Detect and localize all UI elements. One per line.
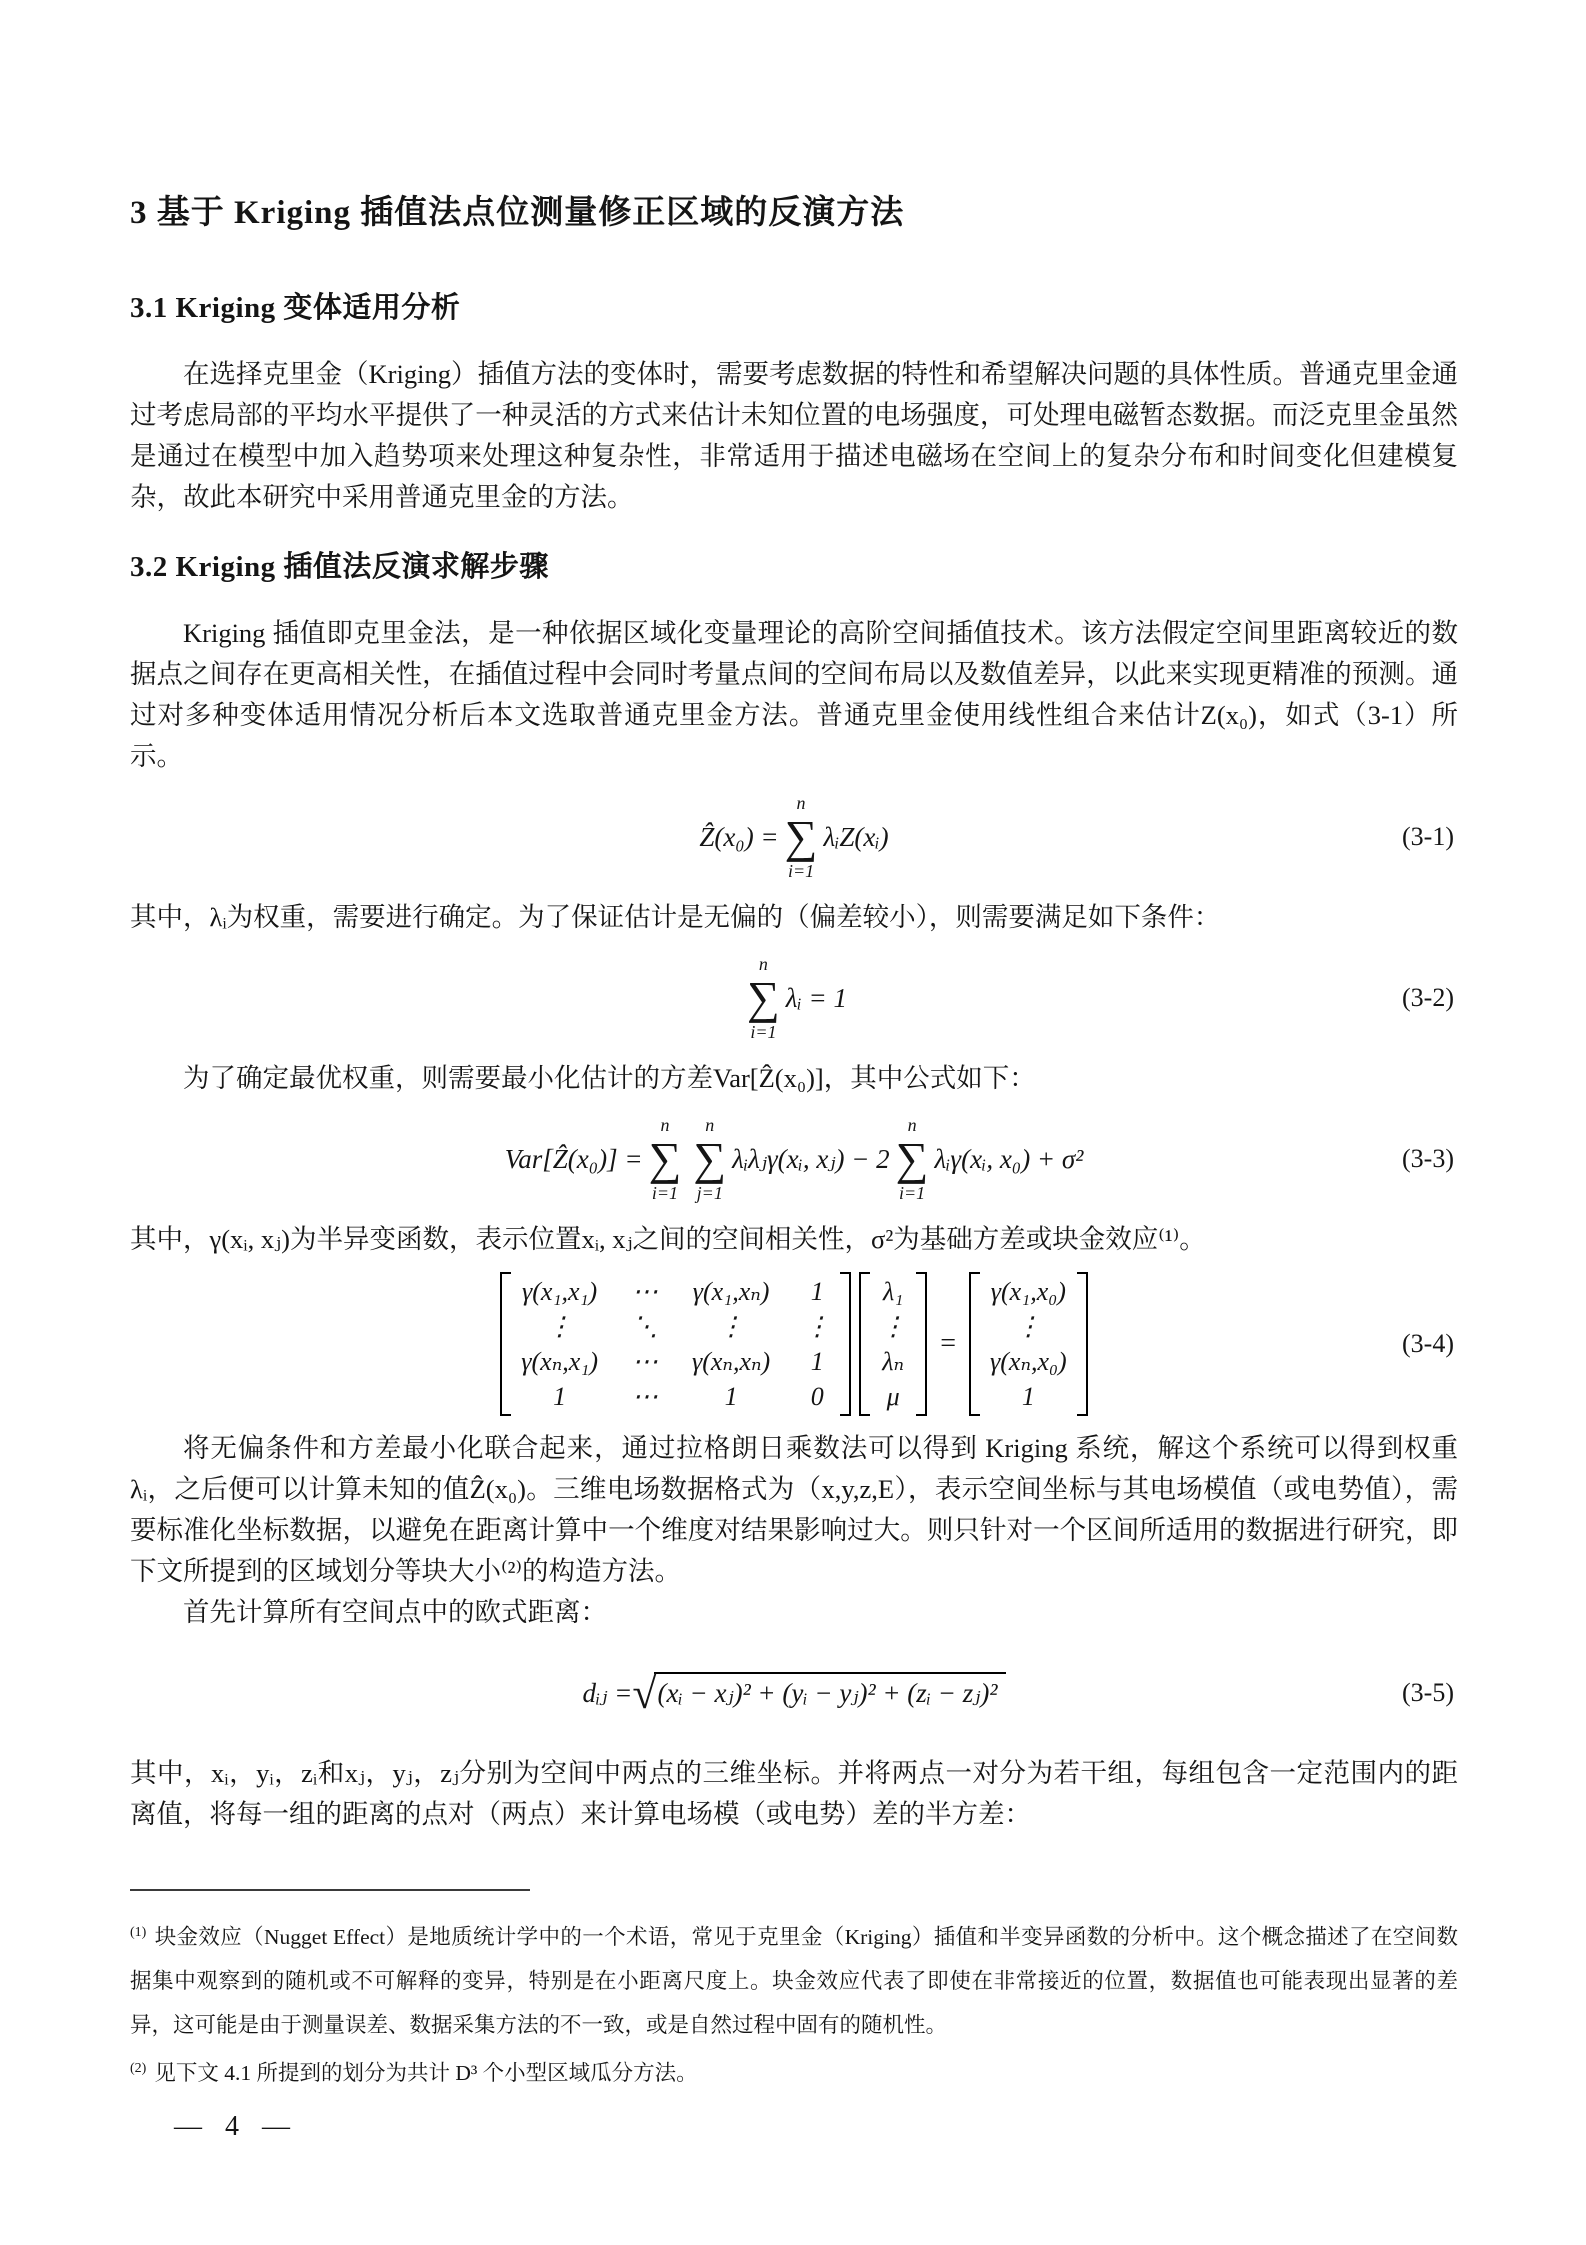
sum-lower-limit: i=1 [750, 1022, 777, 1042]
lambda-vector [859, 1272, 927, 1416]
footnote-separator [130, 1889, 530, 1891]
formula-label-3-2: (3-2) [1402, 983, 1454, 1012]
formula-3-4 [130, 1272, 1458, 1416]
footnote-1 [130, 1911, 1458, 2047]
sigma-icon: ∑ [648, 1133, 682, 1184]
formula-label-3-4: (3-4) [1402, 1329, 1454, 1358]
footnote-2-marker: (2) [130, 2061, 147, 2077]
document-title: 3 基于 Kriging 插值法点位测量修正区域的反演方法 [130, 195, 905, 231]
formula-3-5 [130, 1645, 1458, 1741]
sum-upper-limit: n [705, 1114, 715, 1135]
footnote-1-marker: (1) [130, 1925, 147, 1940]
sum-lower-limit: j=1 [696, 1183, 723, 1203]
matrix-cell: γ(x₁,xₙ) [692, 1277, 770, 1306]
sigma-icon: ∑ [784, 811, 818, 862]
vector-cell: ⋮ [880, 1312, 907, 1341]
formula-label-3-3: (3-3) [1402, 1144, 1454, 1173]
sum-upper-limit: n [758, 953, 768, 974]
paragraph-after-3-4: 将无偏条件和方差最小化联合起来，通过拉格朗日乘数法可以得到 Kriging 系统，解这个系统可以得到权重 λᵢ，之后便可以计算未知的值Ẑ(x₀)。三维电场数据格式为（x,y,z,E），表示空间坐标与其电场模值（或电势值），需要标准化坐标数据，以避免在距离计算中一个维度对结果影响过大。则只针对一个区间所适用的数据进行研究，即下文所提到的区域划分等块大小⁽²⁾的构造方法。 [130, 1433, 1458, 1586]
matrix-cell: ⋮ [546, 1312, 573, 1341]
sigma-icon: ∑ [747, 972, 780, 1023]
paragraph-after-3-3: 其中，γ(xᵢ, xⱼ)为半异变函数，表示位置xᵢ, xⱼ之间的空间相关性，σ²为基础方差或块金效应⁽¹⁾。 [130, 1224, 1206, 1254]
vector-cell: μ [886, 1382, 900, 1411]
paragraph-after-3-1: 其中，λᵢ为权重，需要进行确定。为了保证估计是无偏的（偏差较小），则需要满足如下条件： [130, 902, 1221, 932]
page-number: — 4 — [174, 2111, 290, 2143]
sigma-icon: ∑ [895, 1133, 929, 1184]
result-vector [969, 1272, 1088, 1416]
vector-cell: λₙ [882, 1347, 905, 1376]
sum-lower-limit: i=1 [651, 1183, 679, 1203]
sum-operator [693, 1114, 726, 1205]
formula-3-1 [130, 789, 1458, 885]
matrix-cell: 1 [724, 1382, 738, 1411]
matrix-cell: ⋯ [631, 1347, 658, 1376]
matrix-cell: 0 [810, 1382, 824, 1411]
equals-sign: = [940, 1328, 956, 1359]
sum-operator [649, 1114, 682, 1205]
sigma-icon: ∑ [693, 1133, 727, 1184]
formula-3-2 [130, 950, 1458, 1046]
sum-operator [747, 953, 780, 1044]
formula-3-3-tail: λᵢγ(xᵢ, x₀) + σ² [934, 1143, 1084, 1174]
paragraph-kriging-steps: Kriging 插值即克里金法，是一种依据区域化变量理论的高阶空间插值技术。该方法假定空间里距离较近的数据点之间存在更高相关性，在插值过程中会同时考量点间的空间布局以及数值差异，以此来实现更精准的预测。通过对多种变体适用情况分析后本文选取普通克里金方法。普通克里金使用线性组合来估计Z(x₀)，如式（3-1）所示。 [130, 618, 1458, 771]
sum-lower-limit: i=1 [898, 1183, 926, 1203]
bracket-left [969, 1272, 980, 1416]
section-heading-3-2: 3.2 Kriging 插值法反演求解步骤 [130, 551, 549, 583]
sum-lower-limit: i=1 [787, 861, 815, 881]
formula-label-3-5: (3-5) [1402, 1678, 1454, 1707]
formula-3-3-mid: λᵢλⱼγ(xᵢ, xⱼ) − 2 [732, 1143, 890, 1174]
bracket-left [500, 1272, 511, 1416]
section-heading-3-1: 3.1 Kriging 变体适用分析 [130, 292, 461, 324]
formula-3-3 [130, 1111, 1458, 1207]
matrix-cell: 1 [810, 1277, 824, 1306]
formula-3-1-rhs: λᵢZ(xᵢ) [823, 821, 889, 852]
square-root [632, 1669, 1005, 1719]
paragraph-after-3-5: 其中，xᵢ，yᵢ，zᵢ和xⱼ，yⱼ，zⱼ分别为空间中两点的三维坐标。并将两点一对分为若干组，每组包含一定范围内的距离值，将每一组的距离的点对（两点）来计算电场模（或电势）差的半方差： [130, 1758, 1458, 1829]
matrix-cell: ⋯ [631, 1277, 658, 1306]
formula-3-5-radicand: (xᵢ − xⱼ)² + (yᵢ − yⱼ)² + (zᵢ − zⱼ)² [654, 1672, 1006, 1709]
bracket-right [1077, 1272, 1088, 1416]
gamma-matrix [500, 1272, 851, 1416]
footnote-2 [130, 2047, 1458, 2095]
vector-cell: λ₁ [883, 1277, 904, 1306]
bracket-left [859, 1272, 870, 1416]
sum-upper-limit: n [907, 1114, 917, 1135]
sum-operator [896, 1114, 929, 1205]
vector-cell: 1 [1021, 1382, 1035, 1411]
matrix-cell: γ(xₙ,xₙ) [691, 1347, 771, 1376]
matrix-cell: ⋯ [631, 1382, 658, 1411]
matrix-cell: 1 [810, 1347, 824, 1376]
sum-upper-limit: n [796, 792, 806, 813]
vector-cell: ⋮ [1015, 1312, 1042, 1341]
matrix-cell: ⋱ [631, 1312, 658, 1341]
matrix-cell: ⋮ [804, 1312, 831, 1341]
matrix-cell: ⋮ [718, 1312, 745, 1341]
paragraph-kriging-variants: 在选择克里金（Kriging）插值方法的变体时，需要考虑数据的特性和希望解决问题的具体性质。普通克里金通过考虑局部的平均水平提供了一种灵活的方式来估计未知位置的电场强度，可处理电磁暂态数据。而泛克里金虽然是通过在模型中加入趋势项来处理这种复杂性，非常适用于描述电磁场在空间上的复杂分布和时间变化但建模复杂，故此本研究中采用普通克里金的方法。 [130, 359, 1458, 512]
radical-icon: √ [632, 1669, 657, 1719]
paragraph-euclid-intro: 首先计算所有空间点中的欧式距离： [183, 1597, 607, 1627]
vector-cell: γ(x₁,x₀) [990, 1277, 1066, 1306]
sum-operator [785, 792, 818, 883]
formula-3-3-lhs: Var[Ẑ(x₀)] = [504, 1143, 643, 1174]
footnote-1-text: 块金效应（Nugget Effect）是地质统计学中的一个术语，常见于克里金（Kriging）插值和半变异函数的分析中。这个概念描述了在空间数据集中观察到的随机或不可解释的变异，特别是在小距离尺度上。块金效应代表了即使在非常接近的位置，数据值也可能表现出显著的差异，这可能是由于测量误差、数据采集方法的不一致，或是自然过程中固有的随机性。 [130, 1925, 1458, 2038]
paragraph-before-3-3: 为了确定最优权重，则需要最小化估计的方差Var[Ẑ(x₀)]，其中公式如下： [183, 1063, 1036, 1093]
formula-label-3-1: (3-1) [1402, 822, 1454, 851]
formula-3-1-lhs: Ẑ(x₀) = [699, 821, 779, 852]
formula-3-5-lhs: dᵢⱼ = [582, 1677, 633, 1708]
sum-upper-limit: n [660, 1114, 670, 1135]
footnote-2-text: 见下文 4.1 所提到的划分为共计 D³ 个小型区域瓜分方法。 [154, 2061, 698, 2086]
matrix-cell: 1 [553, 1382, 567, 1411]
bracket-right [916, 1272, 927, 1416]
matrix-cell: γ(xₙ,x₁) [521, 1347, 598, 1376]
formula-3-2-rhs: λᵢ = 1 [785, 982, 847, 1013]
bracket-right [840, 1272, 851, 1416]
vector-cell: γ(xₙ,x₀) [990, 1347, 1067, 1376]
matrix-cell: γ(x₁,x₁) [522, 1277, 598, 1306]
